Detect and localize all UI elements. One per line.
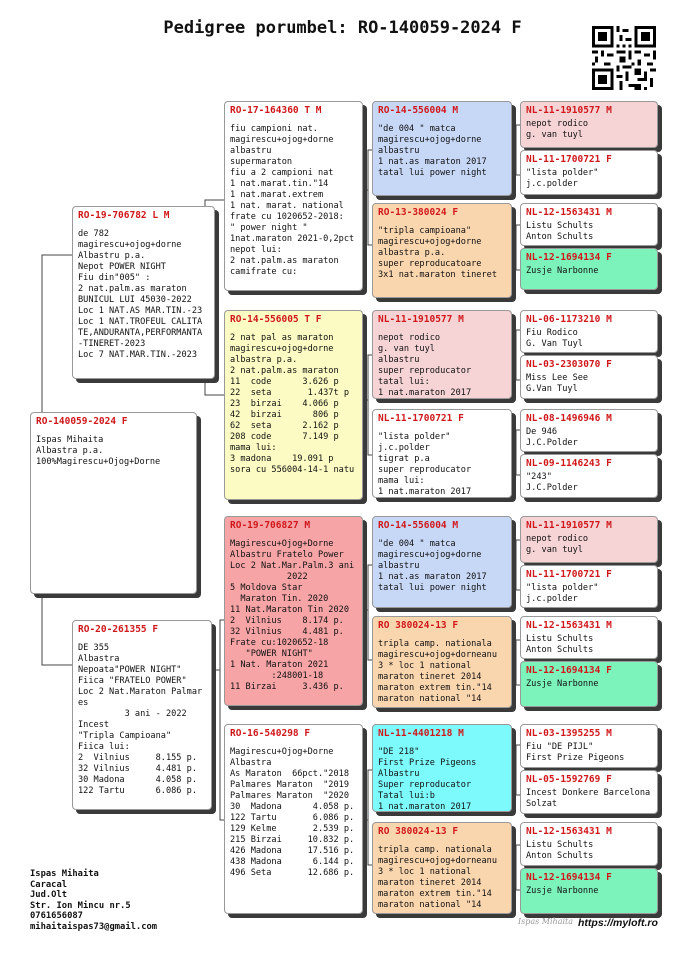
card-description: Listu Schults Anton Schults (526, 634, 594, 655)
ring-number: NL-11-4401218 M (378, 728, 464, 739)
ring-number: NL-12-1563431 M (526, 826, 612, 837)
ring-number: NL-12-1694134 F (526, 252, 612, 263)
card-description: "de 004 " matca magirescu+ojog+dorne albastru 1 nat.as maraton 2017 tatal lui power night (378, 539, 487, 593)
card-description: tripla camp. nationala magirescu+ojog+dorneanu 3 * loc 1 national maraton tineret 2014 maraton extrem tin."14 maraton national "14 (378, 845, 497, 910)
card-description: "de 004 " matca magirescu+ojog+dorne albastru 1 nat.as maraton 2017 tatal lui power night (378, 124, 487, 178)
owner-email[interactable]: mihaitaispas73@gmail.com (30, 921, 158, 932)
owner-line: 0761656087 (30, 911, 83, 922)
ring-number: NL-11-1700721 F (526, 154, 612, 165)
pedigree-card-gen4[interactable] (520, 454, 658, 498)
pedigree-card-gen2[interactable] (224, 310, 363, 500)
card-description: nepot rodico g. van tuyl albastru super reproducator tatal lui: 1 nat.maraton 2017 (378, 333, 472, 398)
pedigree-card-gen4[interactable] (520, 150, 658, 195)
ring-number: NL-12-1563431 M (526, 207, 612, 218)
card-description: "DE 218" First Prize Pigeons Albastru Super reproducator Tatal lui:b 1 nat.maraton 2017 (378, 747, 477, 812)
pedigree-card-sire[interactable] (72, 206, 215, 379)
ring-number: RO 380024-13 F (378, 620, 459, 631)
ring-number: NL-11-1910577 M (526, 520, 612, 531)
card-description: Listu Schults Anton Schults (526, 221, 594, 242)
card-description: tripla camp. nationala magirescu+ojog+dorneanu 3 * loc 1 national maraton tineret 2014 maraton extrem tin."14 maraton national "14 (378, 639, 497, 704)
card-description: DE 355 Albastra Nepoata"POWER NIGHT" Fiica "FRATELO POWER" Loc 2 Nat.Maraton Palmar es 3 ani - 2022 Incest "Tripla Campioana" Fiica lui: 2 Vilnius 8.155 p. 32 Vilnius 4.481 p. 30 Madona 4.058 p. 122 Tartu 6.086 p. (78, 643, 203, 796)
card-description: Ispas Mihaita Albastra p.a. 100%Magirescu+Ojog+Dorne (36, 435, 161, 467)
card-description: Zusje Narbonne (526, 679, 599, 689)
ring-number: NL-08-1496946 M (526, 413, 612, 424)
pedigree-card-gen4[interactable] (520, 355, 658, 399)
card-description: Fiu Rodico G. Van Tuyl (526, 328, 583, 349)
pedigree-card-gen3[interactable] (372, 516, 512, 608)
ring-number: RO-17-164360 T M (230, 105, 322, 116)
pedigree-card-gen3[interactable] (372, 724, 512, 812)
pedigree-card-gen3[interactable] (372, 409, 512, 498)
pedigree-card-gen3[interactable] (372, 822, 512, 914)
ring-number: RO-20-261355 F (78, 624, 159, 635)
pedigree-card-gen4[interactable] (520, 616, 658, 659)
pedigree-card-gen4[interactable] (520, 770, 658, 814)
pedigree-card-gen4[interactable] (520, 565, 658, 608)
owner-contact (30, 869, 157, 933)
ring-number: RO-13-380024 F (378, 207, 459, 218)
card-description: Incest Donkere Barcelona Solzat (526, 788, 651, 809)
ring-number: NL-12-1694134 F (526, 872, 612, 883)
ring-number: NL-11-1910577 M (526, 105, 612, 116)
pedigree-card-subject[interactable] (30, 412, 197, 594)
ring-number: RO-14-556005 T F (230, 314, 322, 325)
pedigree-card-gen4[interactable] (520, 203, 658, 246)
card-description: "tripla campioana" magirescu+ojog+dorne albastra p.a. super reproducatoare 3x1 nat.maraton tineret (378, 226, 497, 280)
card-description: nepot rodico g. van tuyl (526, 119, 589, 140)
owner-line: Ispas Mihaita (30, 869, 99, 879)
card-description: "243" J.C.Polder (526, 472, 578, 493)
card-description: De 946 J.C.Polder (526, 427, 578, 448)
card-description: Zusje Narbonne (526, 886, 599, 896)
owner-line: Str. Ion Mincu nr.5 (30, 900, 131, 911)
card-description: "lista polder" j.c.polder (526, 168, 599, 189)
pedigree-card-gen4[interactable] (520, 248, 658, 290)
pedigree-card-gen3[interactable] (372, 101, 512, 196)
ring-number: RO-19-706782 L M (78, 210, 170, 221)
owner-line: Jud.Olt (30, 890, 68, 901)
ring-number: NL-11-1700721 F (378, 413, 464, 424)
card-description: nepot rodico g. van tuyl (526, 534, 589, 555)
ring-number: NL-11-1700721 F (526, 569, 612, 580)
pedigree-card-gen2[interactable] (224, 516, 363, 706)
owner-line: Caracal (30, 879, 68, 890)
pedigree-card-gen4[interactable] (520, 822, 658, 866)
page-title: Pedigree porumbel: RO-140059-2024 F (163, 18, 522, 38)
card-description: fiu campioni nat. magirescu+ojog+dorne albastru supermaraton fiu a 2 campioni nat 1 nat.marat.tin."14 1 nat.marat.extrem 1 nat. marat. national frate cu 1020652-2018: " power night " 1nat.maraton 2021-0,2pct nepot lui: 2 nat.palm.as maraton camifrate cu: (230, 124, 355, 277)
ring-number: RO-140059-2024 F (36, 416, 128, 427)
ring-number: NL-03-2303070 F (526, 359, 612, 370)
card-description: Magirescu+Ojog+Dorne Albastru Fratelo Power Loc 2 Nat.Mar.Palm.3 ani 2022 5 Moldova Star Maraton Tin. 2020 11 Nat.Maraton Tin 2020 2 Vilnius 8.174 p. 32 Vilnius 4.481 p. Frate cu:1020652-18 "POWER NIGHT" 1 Nat. Maraton 2021 :248001-18 11 Birzai 3.436 p. (230, 539, 355, 692)
ring-number: NL-11-1910577 M (378, 314, 464, 325)
pedigree-card-gen4[interactable] (520, 724, 658, 768)
card-description: Zusje Narbonne (526, 266, 599, 276)
website-link[interactable]: https://myloft.ro (578, 917, 658, 929)
card-description: de 782 magirescu+ojog+dorne Albastru p.a. Nepot POWER NIGHT Fiu din"005" : 2 nat.palm.as maraton BUNICUL LUI 45030-2022 Loc 1 NAT.AS MAR.TIN.-23 Loc 1 NAT.TROFEUL CALITA TE,ANDURANTA,PERFORMANTA -TINERET-2023 Loc 7 NAT.MAR.TIN.-2023 (78, 229, 203, 360)
pedigree-card-gen4[interactable] (520, 101, 658, 148)
ring-number: NL-06-1173210 M (526, 314, 612, 325)
ring-number: NL-03-1395255 M (526, 728, 612, 739)
pedigree-card-gen4[interactable] (520, 516, 658, 563)
pedigree-card-gen2[interactable] (224, 724, 363, 914)
ring-number: RO-14-556004 M (378, 105, 459, 116)
pedigree-card-gen4[interactable] (520, 868, 658, 914)
ring-number: NL-05-1592769 F (526, 774, 612, 785)
ring-number: NL-12-1694134 F (526, 665, 612, 676)
ring-number: RO-16-540298 F (230, 728, 311, 739)
card-description: "lista polder" j.c.polder tigrat p.a super reproducator mama lui: 1 nat.maraton 2017 (378, 432, 472, 497)
card-description: 2 nat pal as maraton magirescu+ojog+dorne albastra p.a. 2 nat.palm.as maraton 11 code 3.626 p 22 seta 1.437t p 23 birzai 4.066 p 42 birzai 806 p 62 seta 2.162 p 208 code 7.149 p mama lui: 3 madona 19.091 p sora cu 556004-14-1 natu (230, 333, 355, 475)
ring-number: RO-19-706827 M (230, 520, 311, 531)
ring-number: RO 380024-13 F (378, 826, 459, 837)
pedigree-card-gen3[interactable] (372, 203, 512, 298)
card-description: Magirescu+Ojog+Dorne Albastra As Maraton 66pct."2018 Palmares Maraton "2019 Palmares Maraton "2020 30 Madona 4.058 p. 122 Tartu 6.086 p. 129 Kelme 2.539 p. 215 Birzai 10.832 p. 426 Madona 17.516 p. 438 Madona 6.144 p. 496 Seta 12.686 p. (230, 747, 355, 878)
ring-number: RO-14-556004 M (378, 520, 459, 531)
ring-number: NL-12-1563431 M (526, 620, 612, 631)
card-description: "lista polder" j.c.polder (526, 583, 599, 604)
card-description: Fiu "DE PIJL" First Prize Pigeons (526, 742, 625, 763)
pedigree-card-dam[interactable] (72, 620, 212, 810)
signature: Ispas Mihaita (518, 917, 574, 926)
pedigree-card-gen3[interactable] (372, 616, 512, 708)
qr-code-icon (592, 22, 656, 94)
pedigree-card-gen2[interactable] (224, 101, 363, 291)
pedigree-card-gen4[interactable] (520, 409, 658, 452)
pedigree-card-gen3[interactable] (372, 310, 512, 399)
card-description: Miss Lee See G.Van Tuyl (526, 373, 589, 394)
pedigree-card-gen4[interactable] (520, 661, 658, 707)
ring-number: NL-09-1146243 F (526, 458, 612, 469)
pedigree-card-gen4[interactable] (520, 310, 658, 353)
card-description: Listu Schults Anton Schults (526, 840, 594, 861)
